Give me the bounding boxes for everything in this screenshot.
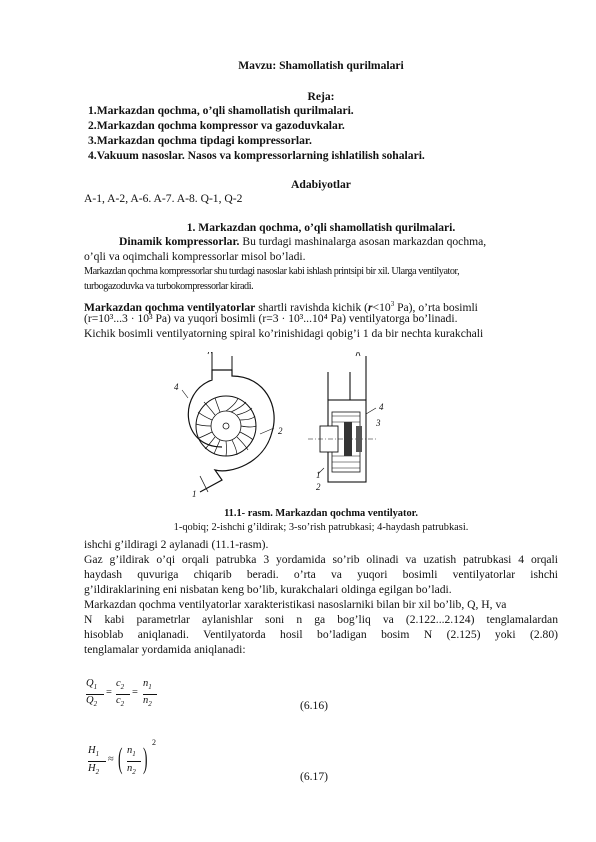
paragraph-line [119,235,593,249]
eq-subscript: 1 [93,683,98,692]
equation-number: (6.16) [300,699,329,712]
label-section-1: 1 [316,470,321,480]
eq-subscript: 2 [148,700,152,709]
eq-symbol: n [143,695,149,706]
paragraph-line: tenglamalar yordamida aniqlanadi: [84,643,246,656]
paragraph-line: N kabi parametrlar aylanishlar soni n ga bog’liq va (2.122...2.124) tenglamalardan [84,613,558,626]
exponent: 2 [152,738,156,747]
eq-symbol: Q [86,678,94,689]
eq-symbol: Q [86,695,94,706]
label-section-3: 3 [376,418,381,428]
eq-symbol: H [88,745,96,756]
eq-symbol: n [127,745,133,756]
fraction-bar [127,761,141,762]
eq-subscript: 1 [148,683,152,692]
eq-subscript: 1 [132,750,136,759]
dynamic-compressors-term: Dinamik kompressorlar. [119,235,240,248]
paragraph-line: Markazdan qochma kompressorlar shu turdagi nasoslar kabi ishlash printsipi bir xil. Ularga ventilyator, [84,266,460,277]
fraction-bar [88,761,106,762]
eq-subscript: 2 [120,683,125,692]
plan-item: 2.Markazdan qochma kompressor va gazoduvkalar. [88,119,345,132]
paragraph-line: (r=10³...3 · 10³ Pa) va yuqori bosimli (r=3 · 10³...10⁴ Pa) ventilyatorga bo’linadi. [84,312,458,325]
label-casing-4: 4 [174,382,179,392]
eq-subscript: 2 [120,700,125,709]
paragraph-text: <10 [372,300,391,314]
plan-item: 1.Markazdan qochma, o’qli shamollatish qurilmalari. [88,104,354,117]
paragraph-text: Bu turdagi mashinalarga asosan markazdan qochma, [239,235,487,248]
equals-sign: = [132,687,138,698]
plan-item: 4.Vakuum nasoslar. Nasos va kompressorlarning ishlatilish sohalari. [88,149,425,162]
label-section-4: 4 [379,402,384,412]
paragraph-line: Markazdan qochma ventilyatorlar xarakteristikasi nasoslarniki bilan bir xil bo’lib, Q, H, va [84,598,507,611]
paragraph-text: Pa), o’rta bosimli [394,300,478,314]
paragraph-line: ishchi g’ildiragi 2 aylanadi (11.1-rasm). [84,538,269,551]
eq-symbol: H [88,763,96,774]
literature-heading: Adabiyotlar [291,178,351,191]
page-title: Mavzu: Shamollatish qurilmalari [238,59,404,72]
eq-symbol: c [116,678,121,689]
exponent: 3 [390,300,395,308]
paragraph-text: shartli ravishda kichik ( [255,300,369,314]
eq-subscript: 2 [93,700,98,709]
eq-symbol: c [116,695,121,706]
figure-subcaption: 1-qobiq; 2-ishchi g’ildirak; 3-so’rish patrubkasi; 4-haydash patrubkasi. [173,522,469,533]
label-casing-1: 1 [192,489,197,499]
literature-refs: A-1, A-2, A-6. A-7. A-8. Q-1, Q-2 [84,192,243,205]
approx-sign: ≈ [108,754,114,765]
section-view [308,352,376,482]
label-section-2: 2 [316,482,321,492]
eq-subscript: 2 [132,768,136,777]
equation-number: (6.17) [300,770,329,783]
eq-symbol: n [143,678,149,689]
figure-caption: 11.1- rasm. Markazdan qochma ventilyator. [224,508,418,519]
paragraph-line: haydash quvuriga chiqarib beradi. o’rta va yuqori bosimli ventilyatorlar ishchi [84,568,558,581]
eq-subscript: 1 [95,750,100,759]
plan-heading: Reja: [307,90,335,103]
eq-symbol: n [127,763,133,774]
right-paren: ) [143,742,148,775]
pressure-symbol: r [368,300,373,314]
paragraph-line: o’qli va oqimchali kompressorlar misol bo’ladi. [84,250,306,263]
eq-subscript: 2 [95,768,100,777]
equals-sign: = [106,687,112,698]
paragraph-line: g’ildiraklarining eni nisbatan keng bo’lib, kurakchalari oldinga egilgan bo’ladi. [84,583,452,596]
paragraph-line: Kichik bosimli ventilyatorning spiral ko’rinishidagi qobig’i 1 da bir nechta kurakchali [84,327,484,340]
spiral-casing-view [182,352,274,492]
paragraph-line: hisoblab aniqlanadi. Ventilyatorda hosil bo’ladigan bosim N (2.125) yoki (2.80) [84,628,558,641]
plan-item: 3.Markazdan qochma tipdagi kompressorlar. [88,134,312,147]
fans-term: Markazdan qochma ventilyatorlar [84,300,256,314]
label-wheel-2: 2 [278,426,283,436]
paragraph-line: Gaz g’ildirak o’qi orqali patrubka 3 yordamida so’rib olinadi va uzatish patrubkasi 4 orqali [84,553,558,566]
fan-figure [160,352,400,502]
left-paren: ( [118,742,123,775]
paragraph-line: turbogazoduvka va turbokompressorlar kiradi. [84,281,254,292]
section-heading: 1. Markazdan qochma, o’qli shamollatish qurilmalari. [186,221,456,234]
